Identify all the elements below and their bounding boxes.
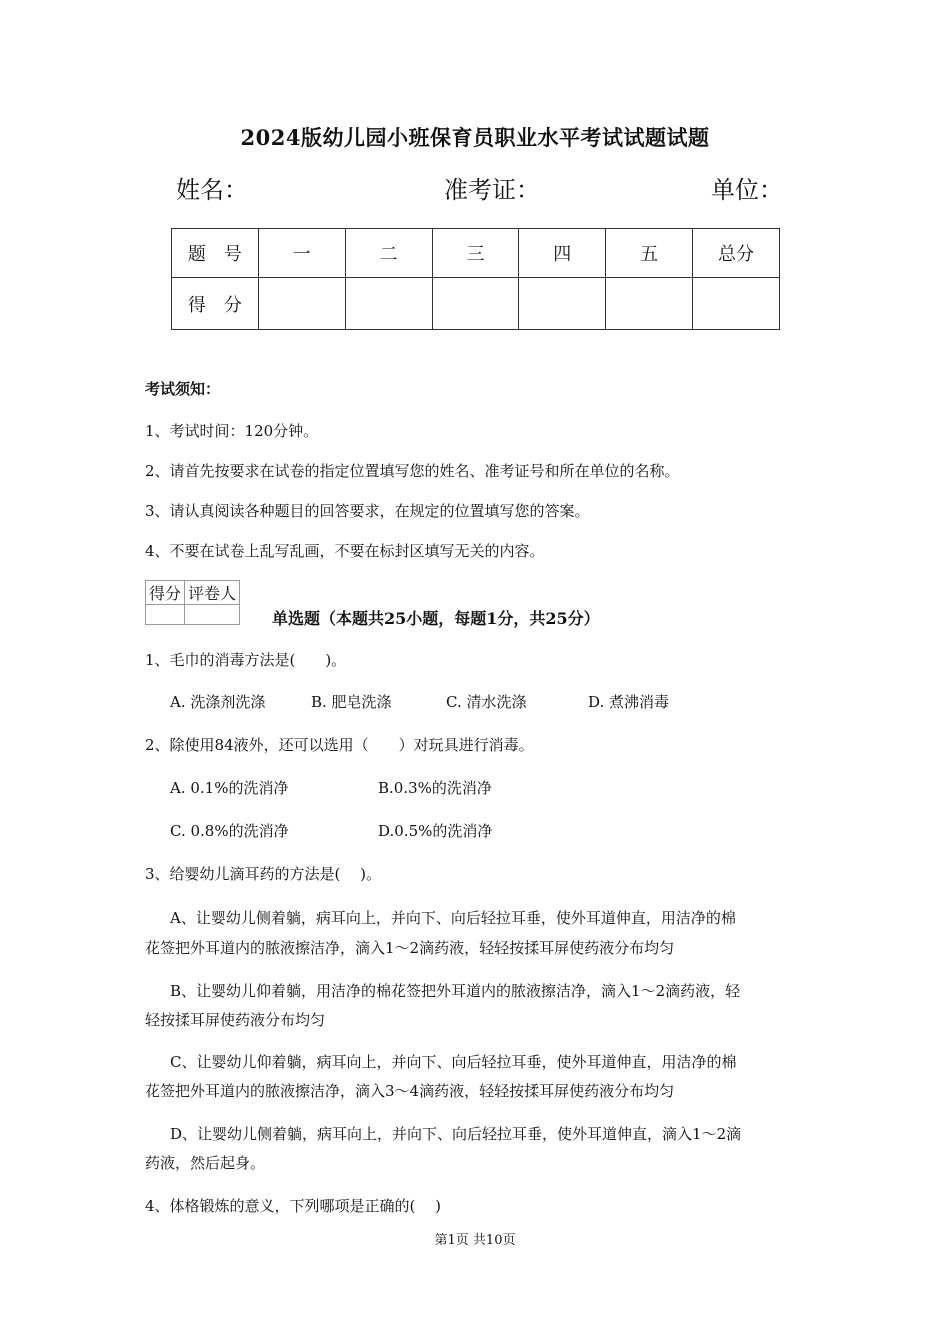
question-2-option-c: C. 0.8%的洗消净 <box>170 822 289 840</box>
page-title: 2024版幼儿园小班保育员职业水平考试试题试题 <box>240 125 710 150</box>
question-2-stem: 2、除使用84液外，还可以选用（ ）对玩具进行消毒。 <box>145 736 534 754</box>
score-cell-2[interactable] <box>345 278 432 330</box>
score-table-header-1: 一 <box>258 229 345 278</box>
question-1-option-b: B. 肥皂洗涤 <box>311 693 392 711</box>
question-1-option-a: A. 洗涤剂洗涤 <box>170 693 266 711</box>
question-1-option-c: C. 清水洗涤 <box>446 693 527 711</box>
question-3-option-a-line2: 花签把外耳道内的脓液擦洁净，滴入1～2滴药液，轻轻按揉耳屏使药液分布均匀 <box>145 939 675 957</box>
question-3-option-b-line1: B、让婴幼儿仰着躺，用洁净的棉花签把外耳道内的脓液擦洁净，滴入1～2滴药液，轻 <box>170 982 741 1000</box>
notice-item-3: 3、请认真阅读各种题目的回答要求，在规定的位置填写您的答案。 <box>145 502 590 520</box>
score-table-score-row <box>172 278 780 330</box>
grader-score-label: 得分 <box>146 581 185 605</box>
notice-heading: 考试须知： <box>145 380 221 398</box>
score-table-header-4: 四 <box>519 229 606 278</box>
score-cell-4[interactable] <box>519 278 606 330</box>
question-3-option-c-line2: 花签把外耳道内的脓液擦洁净，滴入3～4滴药液，轻轻按揉耳屏使药液分布均匀 <box>145 1082 675 1100</box>
notice-item-1: 1、考试时间：120分钟。 <box>145 422 319 440</box>
question-3-option-d-line1: D、让婴幼儿侧着躺，病耳向上，并向下、向后轻拉耳垂，使外耳道伸直，滴入1～2滴 <box>170 1125 742 1143</box>
score-cell-3[interactable] <box>432 278 519 330</box>
question-3-stem: 3、给婴幼儿滴耳药的方法是( )。 <box>145 865 382 883</box>
notice-item-2: 2、请首先按要求在试卷的指定位置填写您的姓名、准考证号和所在单位的名称。 <box>145 462 680 480</box>
question-2-option-b: B.0.3%的洗消净 <box>378 779 492 797</box>
question-3-option-d-line2: 药液，然后起身。 <box>145 1154 266 1172</box>
grader-table <box>145 580 240 625</box>
grader-name-cell[interactable] <box>185 605 240 625</box>
question-3-option-c-line1: C、让婴幼儿仰着躺，病耳向上，并向下、向后轻拉耳垂，使外耳道伸直，用洁净的棉 <box>170 1053 737 1071</box>
score-table-score-label: 得 分 <box>172 278 259 330</box>
notice-item-4: 4、不要在试卷上乱写乱画，不要在标封区填写无关的内容。 <box>145 542 545 560</box>
score-table-header-5: 五 <box>606 229 693 278</box>
question-4-stem: 4、体格锻炼的意义，下列哪项是正确的( ) <box>145 1197 442 1215</box>
grader-score-cell[interactable] <box>146 605 185 625</box>
score-table-header-row <box>172 229 780 278</box>
score-cell-1[interactable] <box>258 278 345 330</box>
score-cell-total[interactable] <box>693 278 780 330</box>
score-table-header-total: 总分 <box>693 229 780 278</box>
score-table-header-3: 三 <box>432 229 519 278</box>
question-2-option-d: D.0.5%的洗消净 <box>378 822 493 840</box>
score-cell-5[interactable] <box>606 278 693 330</box>
grader-name-label: 评卷人 <box>185 581 240 605</box>
page-footer: 第1页 共10页 <box>434 1233 516 1248</box>
exam-id-field-label: 准考证： <box>444 176 540 204</box>
question-3-option-a-line1: A、让婴幼儿侧着躺，病耳向上，并向下、向后轻拉耳垂，使外耳道伸直，用洁净的棉 <box>170 909 736 927</box>
name-field-label: 姓名： <box>176 176 248 204</box>
score-table-header-2: 二 <box>345 229 432 278</box>
question-3-option-b-line2: 轻按揉耳屏使药液分布均匀 <box>145 1011 326 1029</box>
question-1-stem: 1、毛巾的消毒方法是( )。 <box>145 651 347 669</box>
score-table-header-label: 题 号 <box>172 229 259 278</box>
question-1-option-d: D. 煮沸消毒 <box>588 693 670 711</box>
question-2-option-a: A. 0.1%的洗消净 <box>170 779 289 797</box>
score-table <box>171 228 780 330</box>
section-title: 单选题（本题共25小题，每题1分，共25分） <box>272 609 600 628</box>
unit-field-label: 单位： <box>711 176 783 204</box>
